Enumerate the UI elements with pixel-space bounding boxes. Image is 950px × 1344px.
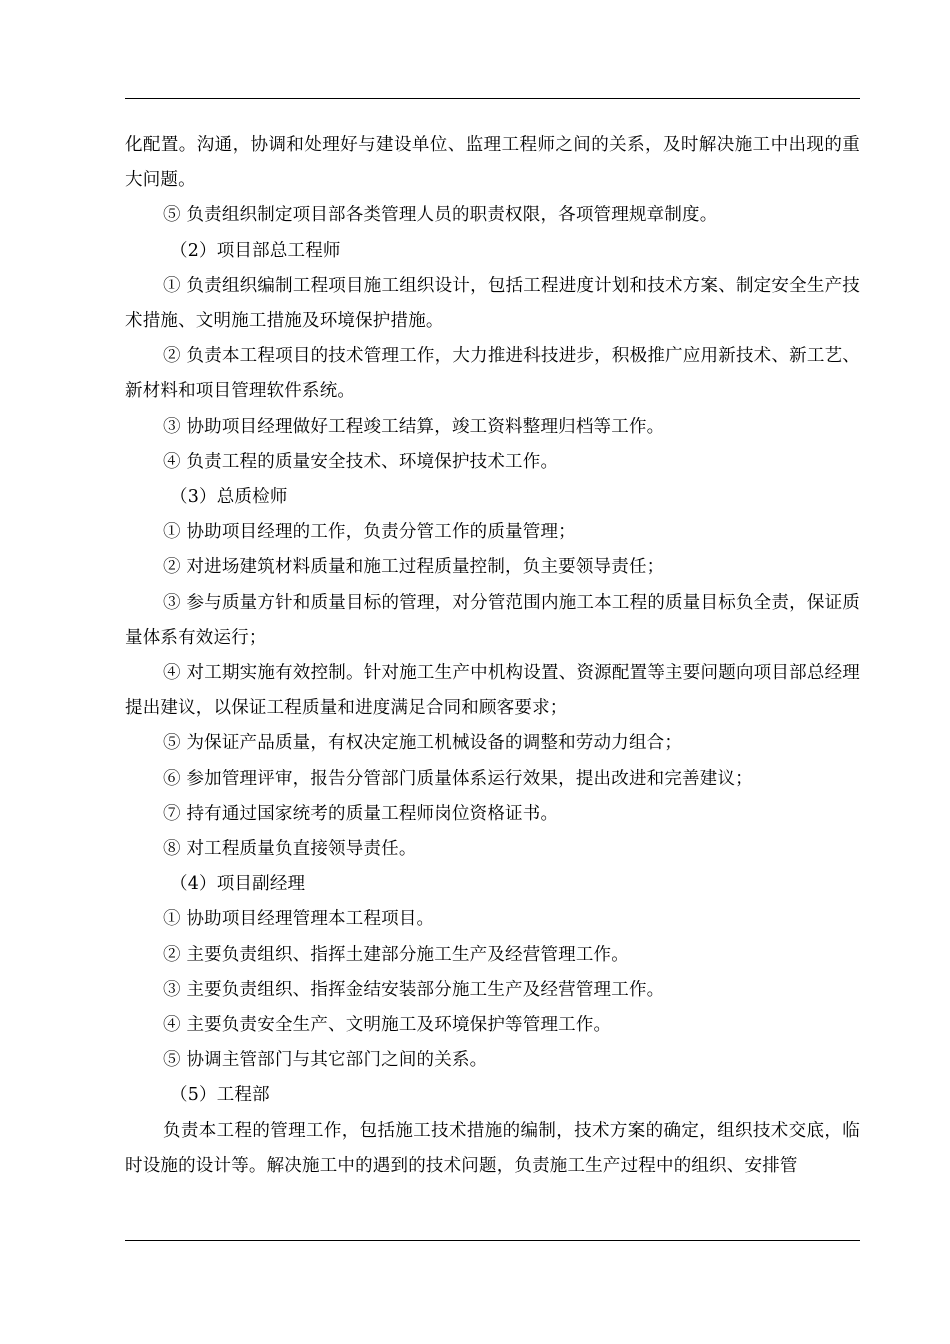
list-item: ④ 负责工程的质量安全技术、环境保护技术工作。	[163, 451, 559, 472]
section-heading: （3）总质检师	[170, 487, 288, 508]
list-item: ③ 参与质量方针和质量目标的管理，对分管范围内施工本工程的质量目标负全责，保证质量体系有效运行；	[125, 592, 860, 648]
list-item: ③ 协助项目经理做好工程竣工结算，竣工资料整理归档等工作。	[163, 416, 665, 437]
paragraph-continuation: 化配置。沟通，协调和处理好与建设单位、监理工程师之间的关系，及时解决施工中出现的重大问题。	[125, 135, 860, 191]
document-body	[125, 128, 860, 1184]
list-item: ⑤ 协调主管部门与其它部门之间的关系。	[163, 1050, 488, 1071]
list-item: ① 协助项目经理的工作，负责分管工作的质量管理；	[163, 522, 576, 543]
body-paragraph: 负责本工程的管理工作，包括施工技术措施的编制，技术方案的确定，组织技术交底，临时设施的设计等。解决施工中的遇到的技术问题，负责施工生产过程中的组织、安排管	[125, 1120, 860, 1176]
list-item: ⑤ 负责组织制定项目部各类管理人员的职责权限，各项管理规章制度。	[163, 205, 718, 226]
list-item: ⑧ 对工程质量负直接领导责任。	[163, 839, 417, 860]
section-heading: （2）项目部总工程师	[170, 240, 341, 261]
list-item: ⑤ 为保证产品质量，有权决定施工机械设备的调整和劳动力组合；	[163, 733, 683, 754]
header-rule	[125, 98, 860, 99]
list-item: ③ 主要负责组织、指挥金结安装部分施工生产及经营管理工作。	[163, 979, 665, 1000]
section-heading: （5）工程部	[170, 1085, 270, 1106]
section-heading: （4）项目副经理	[170, 874, 306, 895]
list-item: ① 负责组织编制工程项目施工组织设计，包括工程进度计划和技术方案、制定安全生产技术措施、文明施工措施及环境保护措施。	[125, 275, 860, 332]
list-item: ⑥ 参加管理评审，报告分管部门质量体系运行效果，提出改进和完善建议；	[163, 768, 753, 789]
list-item: ① 协助项目经理管理本工程项目。	[163, 909, 435, 930]
list-item: ④ 主要负责安全生产、文明施工及环境保护等管理工作。	[163, 1015, 612, 1036]
list-item: ② 负责本工程项目的技术管理工作，大力推进科技进步，积极推广应用新技术、新工艺、新材料和项目管理软件系统。	[125, 346, 860, 402]
list-item: ⑦ 持有通过国家统考的质量工程师岗位资格证书。	[163, 803, 559, 824]
list-item: ② 对进场建筑材料质量和施工过程质量控制，负主要领导责任；	[163, 557, 665, 578]
list-item: ② 主要负责组织、指挥土建部分施工生产及经营管理工作。	[163, 944, 629, 965]
footer-rule	[125, 1240, 860, 1241]
list-item: ④ 对工期实施有效控制。针对施工生产中机构设置、资源配置等主要问题向项目部总经理提出建议，以保证工程质量和进度满足合同和顾客要求；	[125, 663, 860, 719]
